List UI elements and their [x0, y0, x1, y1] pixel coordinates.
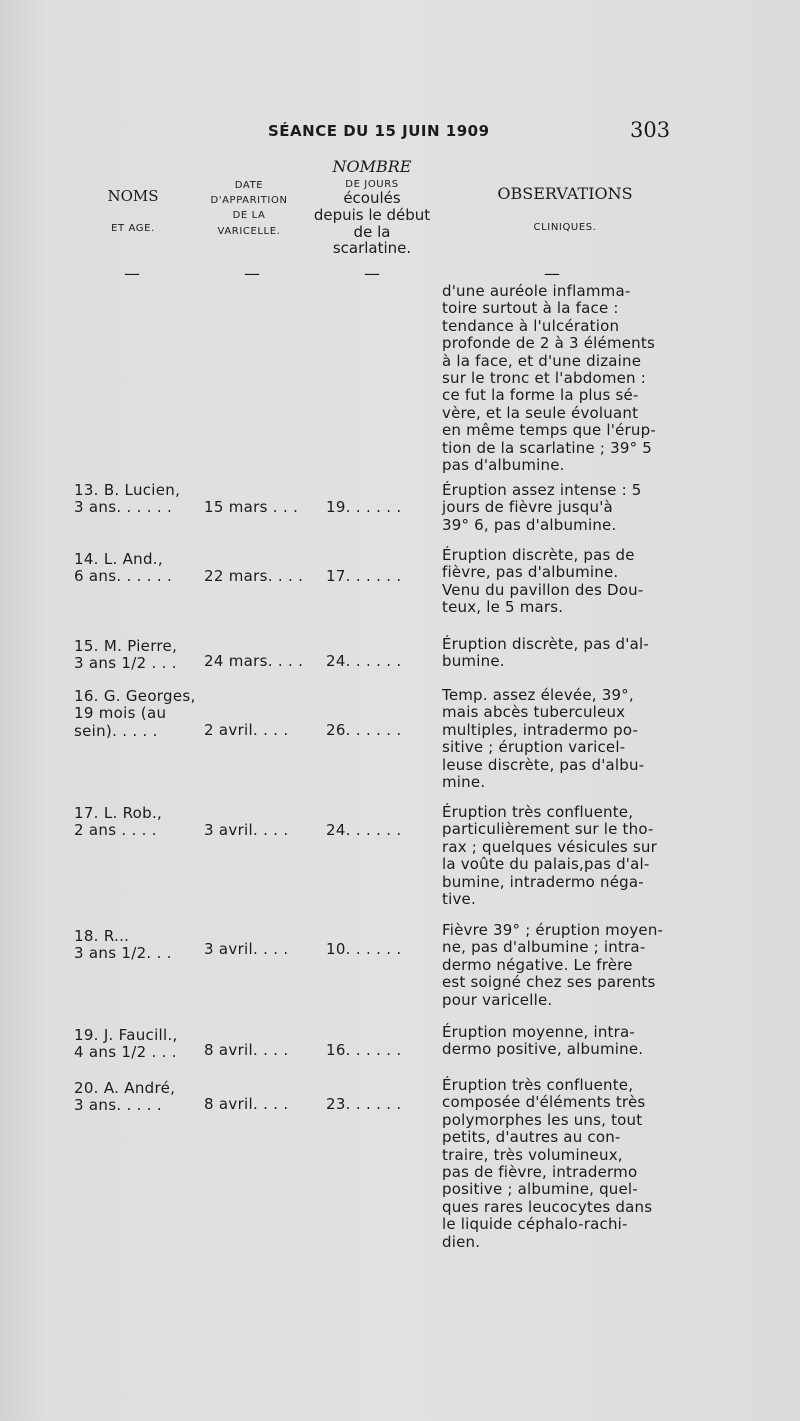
header-days-l6: scarlatine. — [332, 239, 412, 258]
header-names-title: NOMS — [107, 187, 159, 205]
obs-line: mine. — [442, 773, 486, 792]
row-16-days: 26. . . . . . — [326, 721, 402, 739]
name-line: 3 ans 1/2. . . — [74, 944, 172, 963]
row-19-name — [74, 1027, 202, 1062]
obs-line: Fièvre 39° ; éruption moyen- — [442, 921, 664, 939]
obs-line: dermo positive, albumine. — [442, 1040, 644, 1059]
header-date-l4: VARICELLE. — [217, 225, 281, 237]
obs-line: pas de fièvre, intradermo — [442, 1163, 638, 1182]
obs-line: dien. — [442, 1232, 481, 1251]
obs-line: Éruption très confluente, — [442, 803, 634, 821]
row-13-date: 15 mars . . . — [204, 498, 299, 516]
row-20-date: 8 avril. . . . — [204, 1095, 289, 1113]
obs-line: particulièrement sur le tho- — [442, 820, 654, 839]
header-rule-days: — — [364, 264, 380, 283]
obs-line: fièvre, pas d'albumine. — [442, 563, 619, 582]
obs-line: d'une auréole inflamma- — [442, 282, 631, 300]
header-days-l2: DE JOURS — [345, 178, 399, 190]
obs-line: Éruption discrète, pas d'al- — [442, 635, 649, 653]
row-17-obs — [442, 804, 672, 908]
obs-line: pour varicelle. — [442, 990, 553, 1009]
obs-line: ce fut la forme la plus sé- — [442, 386, 639, 405]
obs-line: toire surtout à la face : — [442, 299, 619, 318]
obs-line: tive. — [442, 890, 476, 909]
row-18-days: 10. . . . . . — [326, 940, 402, 958]
row-18-date: 3 avril. . . . — [204, 940, 289, 958]
row-16-date: 2 avril. . . . — [204, 721, 289, 739]
row-15-date: 24 mars. . . . — [204, 652, 304, 670]
obs-line: Temp. assez élevée, 39°, — [442, 686, 634, 704]
name-line: 14. L. And., — [74, 550, 163, 568]
row-17-name — [74, 805, 202, 840]
header-obs — [480, 185, 650, 233]
obs-line: la voûte du palais,pas d'al- — [442, 855, 650, 874]
obs-line: pas d'albumine. — [442, 456, 565, 475]
name-line: 15. M. Pierre, — [74, 637, 178, 655]
obs-line: le liquide céphalo-rachi- — [442, 1215, 628, 1234]
row-16-name — [74, 688, 202, 740]
row-15-obs — [442, 636, 672, 671]
header-days-l5: de la — [353, 222, 391, 241]
name-line: 3 ans. . . . . — [74, 1096, 162, 1115]
row-13-name — [74, 482, 202, 517]
obs-line: en même temps que l'érup- — [442, 421, 656, 440]
obs-line: petits, d'autres au con- — [442, 1128, 621, 1147]
row-20-obs — [442, 1077, 672, 1251]
name-line: 18. R... — [74, 927, 130, 945]
header-days-l4: depuis le début — [313, 205, 431, 224]
row-16-obs — [442, 687, 672, 791]
obs-line: ques rares leucocytes dans — [442, 1197, 653, 1216]
obs-line: tendance à l'ulcération — [442, 316, 620, 335]
row-18-name — [74, 928, 202, 963]
obs-line: jours de fièvre jusqu'à — [442, 498, 613, 517]
obs-line: à la face, et d'une dizaine — [442, 351, 642, 370]
row-14-name — [74, 551, 202, 586]
name-line: 2 ans . . . . — [74, 821, 157, 840]
obs-line: Éruption assez intense : 5 — [442, 481, 642, 499]
obs-line: Éruption discrète, pas de — [442, 546, 635, 564]
name-line: 6 ans. . . . . . — [74, 567, 173, 586]
name-line: 19. J. Faucill., — [74, 1026, 178, 1044]
row-20-name — [74, 1080, 202, 1115]
name-line: 16. G. Georges, — [74, 687, 196, 705]
continued-observation — [442, 283, 672, 474]
name-line: 17. L. Rob., — [74, 804, 163, 822]
header-obs-title: OBSERVATIONS — [497, 184, 633, 203]
name-line: 19 mois (au — [74, 704, 167, 723]
name-line: 3 ans 1/2 . . . — [74, 654, 177, 673]
obs-line: multiples, intradermo po- — [442, 720, 639, 739]
obs-line: positive ; albumine, quel- — [442, 1180, 638, 1199]
obs-line: bumine. — [442, 652, 505, 671]
row-14-days: 17. . . . . . — [326, 567, 402, 585]
obs-line: 39° 6, pas d'albumine. — [442, 515, 617, 534]
header-days-l1: NOMBRE — [332, 157, 412, 176]
name-line: 20. A. André, — [74, 1079, 176, 1097]
row-17-days: 24. . . . . . — [326, 821, 402, 839]
header-days-l3: écoulés — [343, 189, 401, 208]
row-19-days: 16. . . . . . — [326, 1041, 402, 1059]
obs-line: Éruption moyenne, intra- — [442, 1023, 635, 1041]
obs-line: ne, pas d'albumine ; intra- — [442, 938, 646, 957]
header-rule-obs: — — [544, 264, 560, 283]
row-13-days: 19. . . . . . — [326, 498, 402, 516]
name-line: 3 ans. . . . . . — [74, 498, 173, 517]
obs-line: dermo négative. Le frère — [442, 955, 633, 974]
obs-line: composée d'éléments très — [442, 1093, 646, 1112]
obs-line: bumine, intradermo néga- — [442, 872, 644, 891]
obs-line: polymorphes les uns, tout — [442, 1110, 643, 1129]
header-date-l1: DATE — [234, 180, 264, 191]
obs-line: tion de la scarlatine ; 39° 5 — [442, 438, 652, 457]
obs-line: vère, et la seule évoluant — [442, 403, 639, 422]
header-names — [88, 188, 178, 234]
obs-line: Éruption très confluente, — [442, 1076, 634, 1094]
obs-line: traire, très volumineux, — [442, 1145, 623, 1164]
row-19-date: 8 avril. . . . — [204, 1041, 289, 1059]
row-17-date: 3 avril. . . . — [204, 821, 289, 839]
row-13-obs — [442, 482, 672, 534]
name-line: 13. B. Lucien, — [74, 481, 181, 499]
header-date-l3: DE LA — [232, 210, 266, 222]
row-14-date: 22 mars. . . . — [204, 567, 304, 585]
row-15-name — [74, 638, 202, 673]
header-obs-sub: CLINIQUES. — [533, 221, 597, 233]
row-14-obs — [442, 547, 672, 617]
name-line: sein). . . . . — [74, 721, 158, 740]
header-days — [310, 158, 434, 257]
obs-line: mais abcès tuberculeux — [442, 703, 626, 722]
running-head: SÉANCE DU 15 JUIN 1909 — [268, 122, 490, 140]
obs-line: Venu du pavillon des Dou- — [442, 580, 644, 599]
header-rule-date: — — [244, 264, 260, 283]
obs-line: rax ; quelques vésicules sur — [442, 837, 657, 856]
page-number: 303 — [630, 118, 671, 142]
obs-line: leuse discrète, pas d'albu- — [442, 755, 645, 774]
obs-line: sur le tronc et l'abdomen : — [442, 369, 646, 388]
header-rule-names: — — [124, 264, 140, 283]
name-line: 4 ans 1/2 . . . — [74, 1043, 177, 1062]
row-18-obs — [442, 922, 672, 1009]
header-date-l2: D'APPARITION — [210, 195, 288, 207]
obs-line: teux, le 5 mars. — [442, 598, 564, 617]
header-names-sub: ET AGE. — [111, 222, 155, 234]
row-20-days: 23. . . . . . — [326, 1095, 402, 1113]
obs-line: sitive ; éruption varicel- — [442, 738, 626, 757]
obs-line: profonde de 2 à 3 éléments — [442, 334, 655, 353]
header-date — [194, 180, 304, 237]
row-15-days: 24. . . . . . — [326, 652, 402, 670]
obs-line: est soigné chez ses parents — [442, 973, 656, 992]
row-19-obs — [442, 1024, 672, 1059]
